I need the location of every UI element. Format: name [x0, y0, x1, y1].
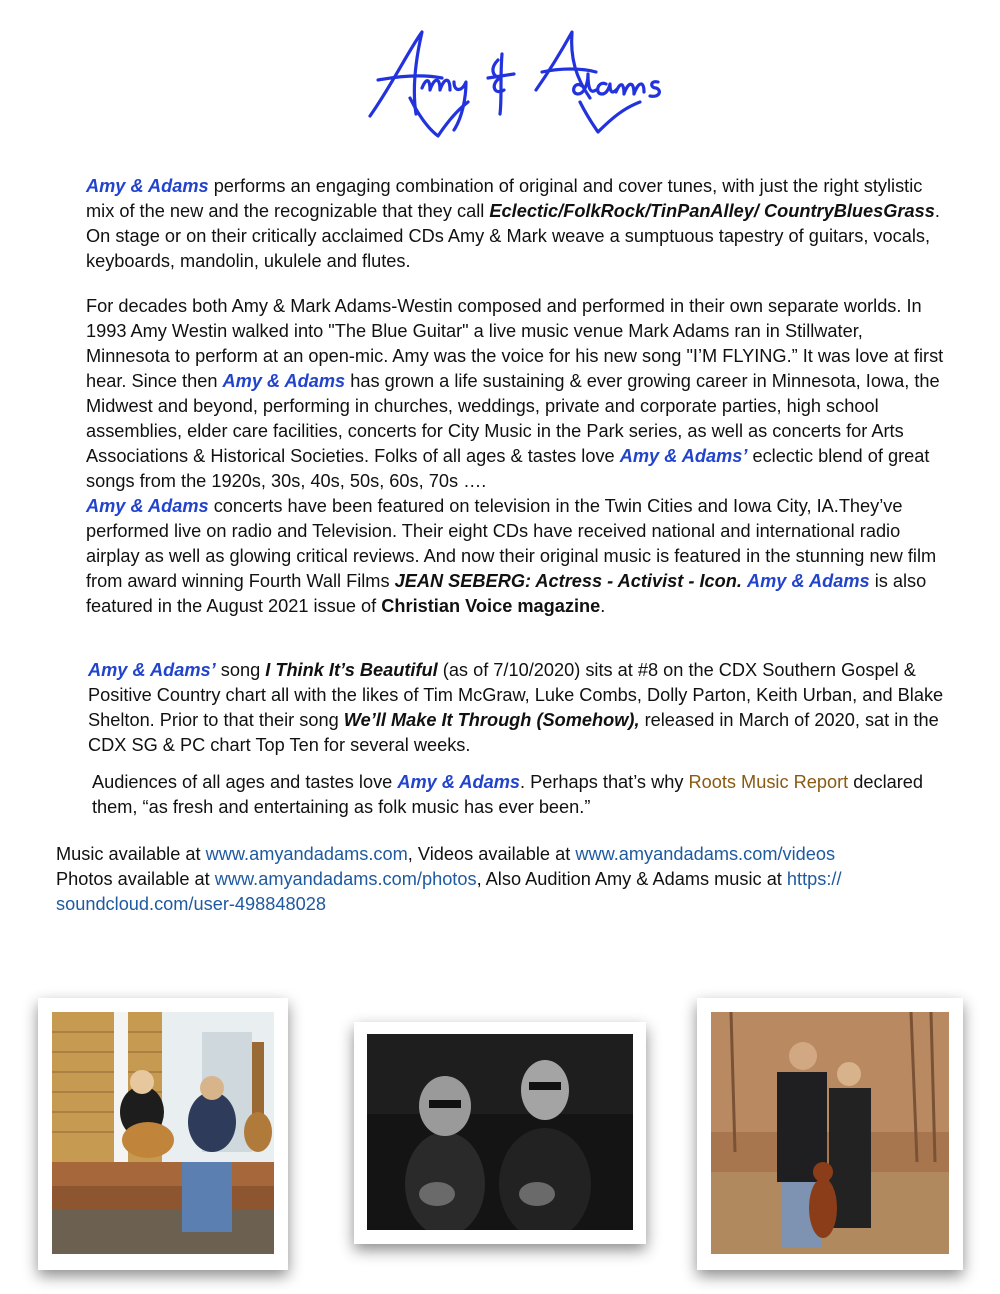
photo-couple-with-dog [697, 998, 963, 1270]
quote-paragraph: Audiences of all ages and tastes love Amy & Adams. Perhaps that’s why Roots Music Report declared them, “as fresh and entertaining as folk music has ever been.” [92, 772, 924, 817]
couple-photo-image [711, 1012, 949, 1254]
porch-photo-image [52, 1012, 274, 1254]
soundcloud-link[interactable]: https:// soundcloud.com/user-498848028 [56, 869, 842, 914]
document-body [56, 174, 948, 917]
genre-text: Eclectic/FolkRock/TinPanAlley/ CountryBluesGrass [489, 201, 935, 221]
band-name: Amy & Adams [222, 371, 346, 391]
photo-black-and-white [354, 1022, 646, 1244]
film-title: JEAN SEBERG: Actress - Activist - Icon. [394, 571, 742, 591]
website-link[interactable]: www.amyandadams.com [205, 844, 408, 864]
band-name: Amy & Adams [397, 772, 520, 792]
magazine-name: Christian Voice magazine [381, 596, 601, 616]
photo-porch [38, 998, 288, 1270]
band-name: Amy & Adams’ [619, 446, 748, 466]
photos-link[interactable]: www.amyandadams.com/photos [214, 869, 477, 889]
band-name: Amy & Adams [86, 496, 209, 516]
videos-link[interactable]: www.amyandadams.com/videos [575, 844, 836, 864]
history-paragraph: For decades both Amy & Mark Adams-Westin composed and performed in their own separate worlds. In 1993 Amy Westin walked into "The Blue Guitar" a live music venue Mark Adams ran in Stillwater, Minnesota to perform at an open-mic. Amy was the voice for his new song "I’M FLYING.” It was love at first hear. Since then Amy & Adams has grown a life sustaining & ever growing career in Minnesota, Iowa, the Midwest and beyond, performing in churches, weddings, private and corporate parties, high school assemblies, elder care facilities, concerts for City Music in the Park series, as well as concerts for Arts Associations & Historical Societies. Folks of all ages & tastes love Amy & Adams’ eclectic blend of great songs from the 1920s, 30s, 40s, 50s, 60s, 70s …. Amy & Adams concerts have been featured on television in the Twin Cities and Iowa City, IA.They’ve performed live on radio and Television. Their eight CDs have received national and international radio airplay as well as glowing critical reviews. And now their original music is featured in the stunning new film from award winning Fourth Wall Films JEAN SEBERG: Actress - Activist - Icon. Amy & Adams is also featured in the August 2021 issue of Christian Voice magazine. [86, 296, 944, 616]
band-name: Amy & Adams [747, 571, 870, 591]
song-title: I Think It’s Beautiful [265, 660, 438, 680]
band-name: Amy & Adams [86, 176, 209, 196]
song-title: We’ll Make It Through (Somehow), [343, 710, 640, 730]
amy-and-adams-logo [350, 18, 670, 143]
bw-photo-image [367, 1034, 633, 1230]
intro-paragraph: Amy & Adams performs an engaging combination of original and cover tunes, with just the right stylistic mix of the new and the recognizable that they call Eclectic/FolkRock/TinPanAlley/ CountryBluesGrass. On stage or on their critically acclaimed CDs Amy & Mark weave a sumptuous tapestry of guitars, vocals, keyboards, mandolin, ukulele and flutes. [86, 176, 940, 271]
band-name: Amy & Adams’ [88, 660, 216, 680]
links-paragraph: Music available at www.amyandadams.com, Videos available at www.amyandadams.com/videos Photos available at www.amyandadams.com/photos, Also Audition Amy & Adams music at https:// soundcloud.com/user-498848028 [56, 844, 842, 914]
roots-music-report-link[interactable]: Roots Music Report [688, 772, 849, 792]
chart-paragraph: Amy & Adams’ song I Think It’s Beautiful (as of 7/10/2020) sits at #8 on the CDX Southern Gospel & Positive Country chart all with the likes of Tim McGraw, Luke Combs, Dolly Parton, Keith Urban, and Blake Shelton. Prior to that their song We’ll Make It Through (Somehow), released in March of 2020, sat in the CDX SG & PC chart Top Ten for several weeks. [88, 660, 944, 755]
